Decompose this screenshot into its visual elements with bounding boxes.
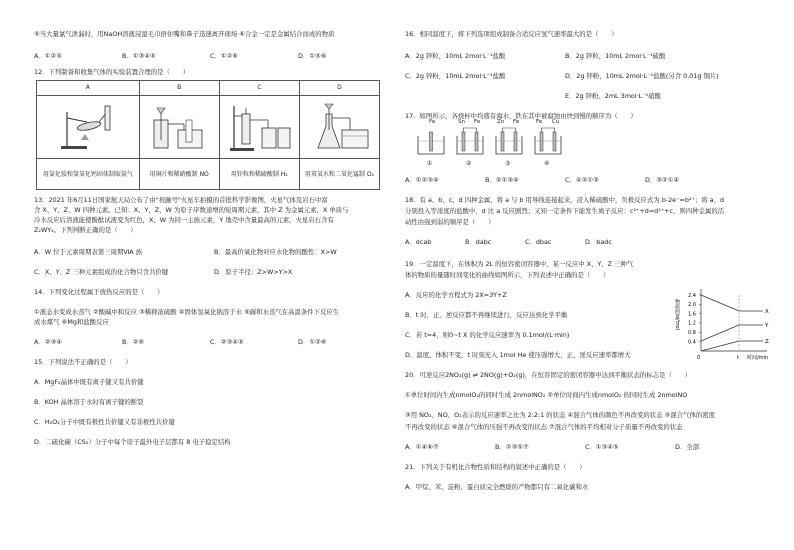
q19-ylabel: 物质的量/mol [674, 299, 680, 331]
q12-caption-c: 用锌粒和稀硫酸制 H₂ [219, 159, 299, 190]
q17-cell-number: ① [427, 160, 433, 167]
q13-option-d[interactable]: D．原子半径：Z>W>Y>X [214, 268, 293, 276]
q19-origin: 0 [697, 355, 701, 361]
q13-stem-line: 含 X、Y、Z、W 四种元素。已知：X、Y、Z、W 为原子序数递增的短周期元素，其中 Z 为金属元素，X 单质与 [34, 206, 349, 214]
q17-cell-electrode-label: Sn [458, 119, 465, 125]
q19-option-d[interactable]: D．温度、体积不变，t 时刻充入 1mol He 使压强增大，正、逆反应速率都增大 [405, 351, 631, 359]
q19-curve-y [701, 325, 739, 341]
q13-options-row1 [34, 248, 396, 256]
q15-stem: 15．下列说法不正确的是（ ） [34, 358, 132, 366]
q11-options [34, 52, 396, 60]
q20-options [405, 443, 775, 451]
q17-cell-number: ② [466, 160, 472, 167]
q19-ytick-label: 2.4 [688, 292, 696, 299]
q12-header-c: C [219, 81, 299, 96]
q18-option-c[interactable]: C．dbac [525, 238, 552, 246]
q12-caption-a: 用氯化铵和氢氧化钙固体制取氨气 [37, 159, 140, 190]
q19-ytick-label: 2.0 [688, 302, 696, 309]
q19-ytick-label: 1.2 [688, 320, 696, 327]
q17-option-c[interactable]: C．④②①③ [565, 176, 599, 184]
q17-option-d[interactable]: D．③②①④ [645, 176, 680, 184]
q14-option-a[interactable]: A．②③④ [34, 338, 62, 346]
q18-options [405, 238, 775, 246]
q13-stem-line: Z₂WY₄。下列判断正确的是（ ） [34, 226, 137, 234]
q17-cell-electrode-label: Zn [497, 119, 505, 125]
apparatus-c-icon [224, 100, 294, 154]
q12-apparatus-d [299, 96, 379, 159]
q21-stem: 21．下列关于有机化合物性质和结构的叙述中正确的是（ ） [405, 463, 586, 471]
q13-option-b[interactable]: B．最高价氧化物对应水化物的酸性：X>W [214, 248, 337, 256]
q14-option-b[interactable]: B．②⑥ [122, 338, 145, 346]
q17-option-b[interactable]: B．②①③④ [485, 176, 519, 184]
q20-items-line: ③用 NO₂、NO、O₂表示的反应速率之比为 2:2:1 的状态 ④混合气体的颜色不再改变的状态 ⑤混合气体的密度 [405, 411, 716, 419]
apparatus-a-icon [53, 100, 123, 154]
q13-option-c[interactable]: C．X、Y、Z 三种元素组成的化合物只含共价键 [34, 268, 169, 276]
q14-option-c[interactable]: C．②③④⑤ [210, 338, 244, 346]
q19-stem-line: 体的物质的量随时间变化的曲线如图所示，下列表述中正确的是（ ） [405, 271, 610, 279]
right-column [405, 30, 775, 491]
q13-stem-line: 13．2021 年6月11日国家航天局公布了由"祝融号"火星车拍摄的首批科学影像图，火星气体及岩石中富 [34, 196, 328, 204]
q20-stem: 20．可逆反应2NO₂(g) ⇌ 2NO(g)+O₂(g)，在恒容固定的密闭容器中达到平衡状态的标志是（ ） [405, 371, 692, 379]
q12-apparatus-c [219, 96, 299, 159]
q17-cell-electrode-label: Fe [429, 119, 436, 125]
q17-cell-number: ④ [544, 160, 550, 167]
q17-stem: 17．如图所示，各烧杯中均盛有海水，铁在其中被腐蚀由快到慢的顺序为（ ） [405, 112, 637, 120]
q11-option-a[interactable]: A．①②⑤ [34, 52, 62, 60]
q20-option-b[interactable]: B．②③⑤⑦ [495, 443, 529, 451]
q12-header-b: B [139, 81, 219, 96]
q17-cell [493, 119, 527, 170]
q16-option-b[interactable]: B．2g 锌粒，10mL 2mol·L⁻¹硫酸 [565, 52, 666, 60]
q19-t-label: t [737, 355, 739, 361]
q13-stem-line: 冷水反应后溶液能使酚酞试液变为红色，X、W 为同一主族元素，Y 地壳中含量最高的元素，火星岩石含有 [34, 216, 334, 224]
q18-option-b[interactable]: B．dabc [465, 238, 492, 246]
q17-options [405, 176, 775, 184]
q11-option-c[interactable]: C．①②⑥ [210, 52, 239, 60]
q15-option-c[interactable]: C．H₂O₂分子中既有极性共价键又有非极性共价键 [34, 418, 175, 426]
q13-option-a[interactable]: A．W 位于元素周期表第三周期ⅥA 族 [34, 248, 143, 256]
q12-stem: 12．下列制备和收集气体的实验装置合理的是（ ） [34, 68, 190, 76]
apparatus-b-icon [144, 100, 214, 154]
q13-options-row2 [34, 268, 396, 276]
q19-option-a[interactable]: A．反应的化学方程式为 2X=3Y+Z [405, 291, 507, 299]
q18-option-a[interactable]: A．dcab [405, 238, 432, 246]
q14-stem: 14．下列变化过程属于放热反应的是（ ） [34, 288, 164, 296]
beaker-cell-icon [493, 126, 525, 160]
q19-curve-x [701, 295, 739, 311]
q19-xlabel: 时间/min [747, 355, 769, 361]
q20-option-c[interactable]: C．①③④⑤ [585, 443, 619, 451]
q19-stem-line: 19．一定温度下，在体积为 2L 的恒容密闭容器中，某一反应中 X、Y、Z 三种气 [405, 260, 634, 268]
q19-ytick-label: 1.6 [688, 311, 696, 318]
q19-series-x: X [765, 309, 769, 315]
q16-option-d[interactable]: D．2g 锌粉，10mL 2mol·L⁻¹盐酸(另含 0.01g 铜片) [565, 72, 719, 80]
q19-curve-z [701, 341, 739, 351]
q12-apparatus-table [36, 80, 380, 190]
q19-ytick-label: 0.8 [688, 330, 696, 336]
q20-option-d[interactable]: D．全部 [675, 443, 700, 451]
q15-option-a[interactable]: A．MgF₂晶体中既有离子键又有共价键 [34, 378, 144, 386]
q20-items-line: ①单位时间内生成nmolO₂的同时生成 2nmolNO₂ ②单位时间内生成nmolO₂ 的同时生成 2nmolNO [405, 391, 688, 399]
q18-stem-line: 动性由强到弱的顺序是（ ） [405, 218, 495, 226]
q17-cell-electrode-label: Fe [513, 119, 520, 125]
q16-option-e[interactable]: E．2g 锌粉、2mL 3mol·L⁻¹硝酸 [565, 92, 661, 100]
q12-header-a: A [37, 81, 140, 96]
q12-caption-d: 用双氧水和二氧化锰制 O₂ [299, 159, 379, 190]
q11-stem-line: ⑤当大量氯气泄漏时，用NaOH溶液浸湿毛巾捂住嘴和鼻子迅速离开现场 ⑥合金一定是金属结合而成的物质 [34, 30, 335, 38]
beaker-cell-icon [532, 126, 564, 160]
apparatus-d-icon [304, 100, 374, 154]
q18-stem-line: 分别投入等浓度的盐酸中，d 比 a 反应剧烈；又知一定条件下能发生离子反应：c²⁺+d=d²⁺+c，则四种金属的活 [405, 207, 725, 215]
q16-options-row1 [405, 52, 775, 60]
q14-option-d[interactable]: D．①②⑥ [298, 338, 327, 346]
q17-cell-electrode-label: Fe [474, 119, 481, 125]
q18-option-d[interactable]: D．badc [585, 238, 612, 246]
q15-option-b[interactable]: B．KOH 晶体溶于水时有离子键的断裂 [34, 398, 144, 406]
q20-option-a[interactable]: A．①④⑥⑦ [405, 443, 439, 451]
q12-apparatus-a [37, 96, 140, 159]
q19-series-z: Z [765, 339, 769, 345]
beaker-cell-icon [454, 126, 486, 160]
q16-options-row3 [405, 92, 775, 100]
left-column [34, 30, 396, 446]
q15-option-d[interactable]: D．二硫化碳（CS₂）分子中每个原子最外电子层都有 8 电子稳定结构 [34, 438, 231, 446]
q19-ytick-label: 0.4 [688, 339, 696, 346]
q16-options-row2 [405, 72, 775, 80]
q19-graph [675, 285, 775, 365]
q16-option-a[interactable]: A．2g 锌粒，10mL 2mol·L⁻¹盐酸 [405, 52, 506, 60]
q17-cell-number: ③ [505, 160, 511, 167]
q21-option-a[interactable]: A．甲烷、苯、淀粉、蛋白质完全燃烧的产物都只有二氧化碳和水 [405, 483, 589, 491]
q20-items-line: 不再改变的状态 ⑥混合气体的压强不再改变的状态 ⑦混合气体的平均相对分子质量不再改变的状态 [405, 423, 683, 431]
q12-apparatus-b [139, 96, 219, 159]
q17-cell [454, 119, 488, 170]
q16-stem: 16．相同温度下，将下列选项组成制备合适反应氢气速率最大的是（ ） [405, 30, 618, 38]
q12-header-d: D [299, 81, 379, 96]
q16-option-c[interactable]: C．2g 锌粉，10mL 2mol·L⁻¹盐酸 [405, 72, 506, 80]
q14-items-line: ①液态水变成水蒸气 ②酸碱中和反应 ③稀释浓硫酸 ④固体氢氧化钠溶于水 ⑤碳和水蒸气在高温条件下反应生 [34, 308, 340, 316]
q18-stem-line: 18．有 a、b、c、d 四种金属，将 a 与 b 用导线连接起来，浸入稀硫酸中，负极反应式为 b-2e⁻=b²⁺；将 a、d [405, 196, 725, 204]
q17-cell-electrode-label: Fe [536, 119, 543, 125]
beaker-cell-icon [415, 126, 447, 160]
q14-items-line: 成水煤气 ⑥Mg和盐酸反应 [34, 318, 109, 326]
q11-option-d[interactable]: D．①⑤⑥ [298, 52, 327, 60]
q17-cell [532, 119, 566, 170]
q17-cell-electrode-label: Cu [552, 119, 560, 125]
q19-series-y: Y [765, 323, 769, 329]
q14-options [34, 338, 396, 346]
q19-option-b[interactable]: B．t 时，正、逆反应都不再继续进行，反应达到化学平衡 [405, 311, 568, 319]
q12-caption-b: 用铜片和稀硝酸制 NO [139, 159, 219, 190]
q17-cells-figure [415, 119, 775, 170]
q17-option-a[interactable]: A．①②③④ [405, 176, 439, 184]
q17-cell [415, 119, 449, 170]
q11-option-b[interactable]: B．①③④⑤ [122, 52, 156, 60]
q19-option-c[interactable]: C．若 t=4，则0~t X 的化学反应速率为 0.1mol/(L·min) [405, 331, 570, 339]
